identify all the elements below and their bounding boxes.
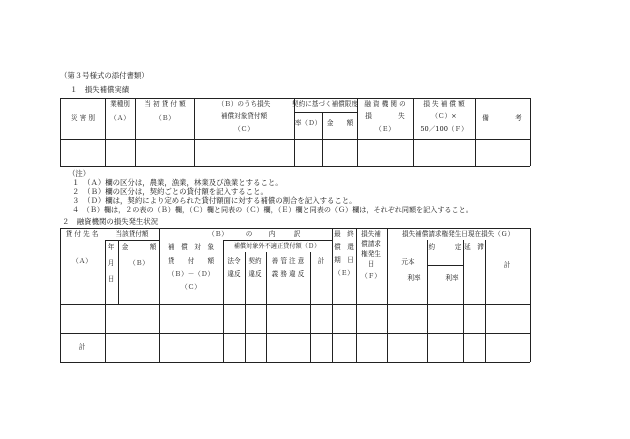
header-hourei-1: 法令 <box>227 257 241 265</box>
header-tsuki: 月 <box>107 259 115 267</box>
header-no: の <box>245 230 253 238</box>
header-hosho-2: 貸 付 額 <box>167 257 215 265</box>
header-kei: 計 <box>317 257 325 265</box>
header-kei2: 計 <box>503 261 511 269</box>
header-seikyu-mark: （Ｆ） <box>361 272 381 280</box>
note-item: ４ （Ｂ）欄は，２の表の（Ｂ）欄，（Ｃ）欄と同表の（Ｃ）欄，（Ｅ）欄と同表の（Ｇ）欄は，それぞれ同額を記入すること。 <box>72 205 473 214</box>
header-seikyu-1: 損失補 <box>361 230 381 238</box>
header-gyoshu: 業種別 <box>110 100 130 108</box>
header-saishu-2: 償 還 <box>334 243 354 251</box>
header-nen: 年 <box>107 243 115 251</box>
header-kin: 金 <box>121 243 129 251</box>
header-saishu-1: 最 終 <box>334 230 354 238</box>
header-tosho-mark: （Ｂ） <box>129 259 149 267</box>
header-biko: 備 考 <box>482 114 522 122</box>
header-kingaku: 金 額 <box>326 119 354 127</box>
header-hi: 日 <box>107 275 115 283</box>
header-yushi-mark: （Ｅ） <box>375 125 395 133</box>
note-item: ２ （Ｂ）欄の区分は，契約ごとの貸付額を記入すること。 <box>72 187 268 196</box>
header-zenkan-1: 善 管 注 意 <box>271 257 305 265</box>
header-sonshitsu-2: （Ｃ）× <box>431 112 457 120</box>
header-keiyaku: 契約に基づく補償限度 <box>292 100 358 108</box>
header-hosho-1: 補 償 対 象 <box>167 243 215 251</box>
total-row-label: 計 <box>78 343 86 351</box>
header-yakujo: 約 定 <box>428 243 462 251</box>
header-toshokashitsuke-mark: （Ｂ） <box>155 114 175 122</box>
note-item: １ （Ａ）欄の区分は，農業，漁業，林業及び漁業とすること。 <box>72 178 283 187</box>
header-nai: 内 <box>268 230 276 238</box>
header-zenkan-2: 義 務 違 反 <box>271 270 305 278</box>
header-taishogai: 補償対象外不適正貸付額（Ｄ） <box>233 243 321 250</box>
header-entai: 延 滞 <box>464 243 484 251</box>
section1-heading: １ 損失補償実績 <box>70 85 130 94</box>
header-hosho-3: （Ｂ）－（Ｄ） <box>167 270 215 278</box>
header-yushi-2: 損 失 <box>365 112 405 120</box>
header-kashitsukesaki: 貸 付 先 名 <box>65 230 99 238</box>
header-saishu-mark: （Ｅ） <box>334 269 354 277</box>
header-b-uchi-mark: （Ｃ） <box>234 125 254 133</box>
header-tosho: 当該貸付額 <box>115 230 149 238</box>
header-rishi-2: 利率 <box>445 274 459 282</box>
header-saigai: 災 害 別 <box>71 114 95 122</box>
header-keiyaku-2: 違反 <box>248 270 262 278</box>
header-genzai: 損失補償請求権発生日現在損失（Ｇ） <box>401 230 515 238</box>
header-b-uchi-1: （Ｂ）のうち損失 <box>217 100 271 108</box>
note-item: ３ （Ｄ）欄は，契約により定められた貸付額面に対する補償の割合を記入すること。 <box>72 196 357 205</box>
header-kashitsukesaki-mark: （Ａ） <box>72 257 92 265</box>
header-seikyu-2: 償請求 <box>361 240 381 248</box>
header-yaku: 訳 <box>293 230 301 238</box>
header-seikyu-3: 権発生 <box>361 250 381 258</box>
header-saishu-3: 期 日 <box>334 256 354 264</box>
header-seikyu-4: 日 <box>367 260 375 268</box>
header-ritsu: 率（Ｄ） <box>294 119 322 127</box>
header-rishi-1: 利率 <box>407 274 421 282</box>
header-hourei-2: 違反 <box>227 270 241 278</box>
header-ganpon: 元本 <box>401 258 415 266</box>
header-b-label: （Ｂ） <box>208 230 228 238</box>
section2-heading: ２ 融資機関の損失発生状況 <box>62 217 159 226</box>
header-hosho-mark: （Ｃ） <box>181 283 201 291</box>
header-b-uchi-2: 補償対象貸付額 <box>220 112 268 120</box>
header-gyoshu-mark: （Ａ） <box>110 114 130 122</box>
header-yushi-1: 融 資 機 関 の <box>364 100 406 108</box>
header-keiyaku-1: 契約 <box>248 257 262 265</box>
notes-label: （注） <box>68 169 91 178</box>
header-sonshitsu-3: 50／100（Ｆ） <box>420 125 468 133</box>
header-toshokashitsuke: 当 初 貸 付 額 <box>144 100 186 108</box>
document-title: （第３号様式の添付書類） <box>60 71 149 80</box>
header-sonshitsu-1: 損 失 補 償 額 <box>423 100 465 108</box>
header-gaku: 額 <box>149 243 157 251</box>
